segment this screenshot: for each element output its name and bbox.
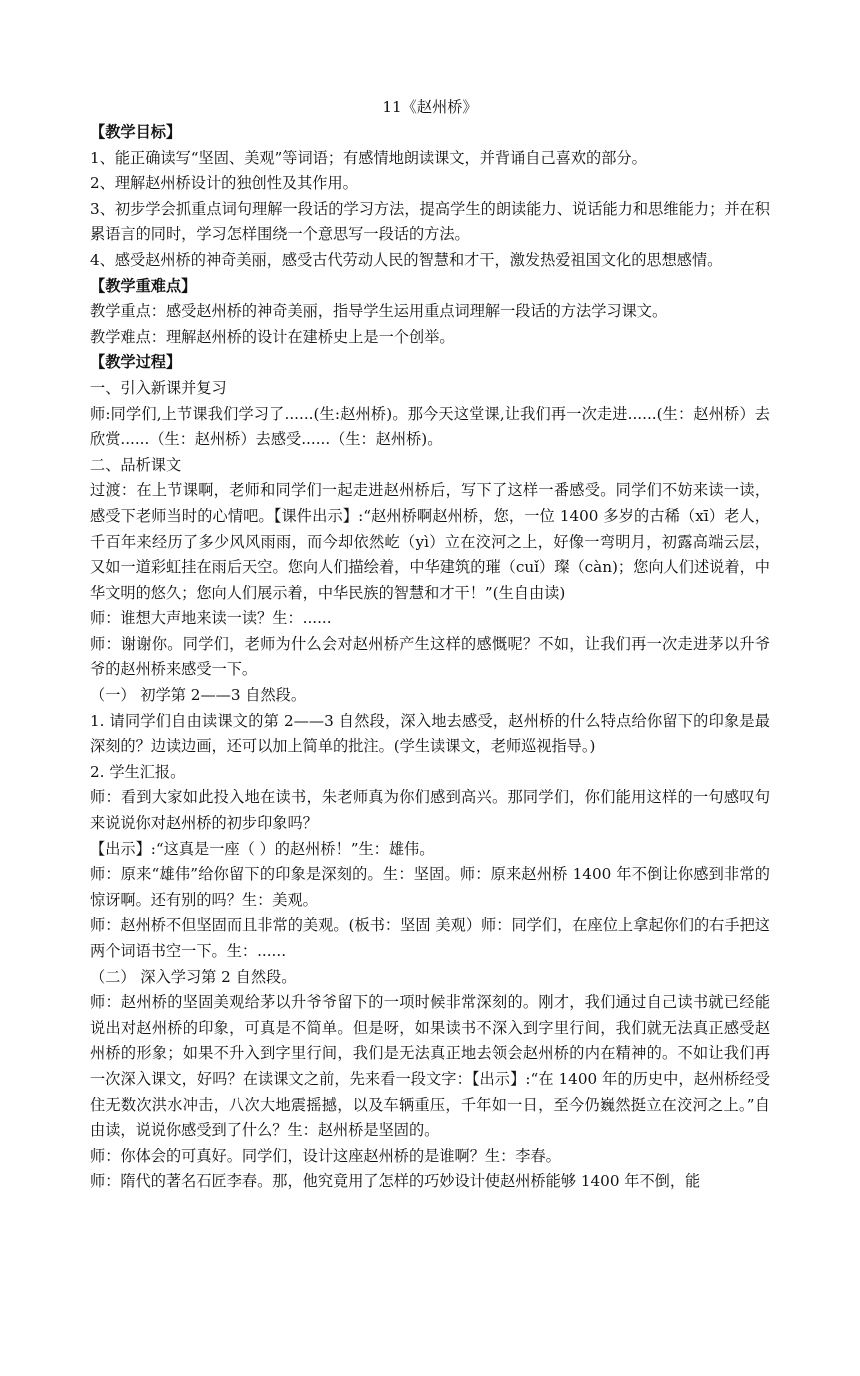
paragraph: 4、感受赵州桥的神奇美丽，感受古代劳动人民的智慧和才干，激发热爱祖国文化的思想感情。	[90, 250, 723, 269]
paragraph: 师：看到大家如此投入地在读书，朱老师真为你们感到高兴。那同学们，你们能用这样的一句感叹句来说说你对赵州桥的初步印象吗？	[90, 788, 770, 833]
paragraph: 1、能正确读写“坚固、美观”等词语；有感情地朗读课文，并背诵自己喜欢的部分。	[90, 148, 647, 167]
paragraph: 师：谢谢你。同学们，老师为什么会对赵州桥产生这样的感慨呢？不如，让我们再一次走进茅以升爷爷的赵州桥来感受一下。	[90, 634, 770, 679]
paragraph: 师：你体会的可真好。同学们，设计这座赵州桥的是谁啊？生：李春。	[90, 1146, 561, 1165]
paragraph: 3、初步学会抓重点词句理解一段话的学习方法，提高学生的朗读能力、说话能力和思维能力；并在积累语言的同时，学习怎样围绕一个意思写一段话的方法。	[90, 199, 770, 244]
paragraph: 2. 学生汇报。	[90, 762, 186, 781]
paragraph: 一、引入新课并复习	[90, 378, 227, 397]
paragraph: 师：赵州桥的坚固美观给茅以升爷爷留下的一项时候非常深刻的。刚才，我们通过自己读书就已经能说出对赵州桥的印象，可真是不简单。但是呀，如果读书不深入到字里行间，我们就无法真正感受赵州桥的形象；如果不升入到字里行间，我们是无法真正地去领会赵州桥的内在精神的。不如让我们再一次深入课文，好吗？在读课文之前，先来看一段文字：【出示】:“在 1400 年的历史中，赵州桥经受住无数次洪水冲击，八次大地震摇撼，以及车辆重压，千年如一日，至今仍巍然挺立在洨河之上。”自由读，说说你感受到了什么？生：赵州桥是坚固的。	[90, 993, 770, 1140]
paragraph: 二、品析课文	[90, 455, 182, 474]
paragraph: 2、理解赵州桥设计的独创性及其作用。	[90, 174, 358, 193]
paragraph: 师：谁想大声地来读一读？生：......	[90, 609, 332, 628]
document-page	[90, 0, 770, 1195]
paragraph: 1. 请同学们自由读课文的第 2——3 自然段，深入地去感受，赵州桥的什么特点给你留下的印象是最深刻的？边读边画，还可以加上简单的批注。(学生读课文，老师巡视指导。)	[90, 711, 770, 756]
paragraph: （一） 初学第 2——3 自然段。	[90, 686, 307, 705]
paragraph: （二） 深入学习第 2 自然段。	[90, 967, 297, 986]
document-body	[90, 120, 770, 1195]
paragraph: 【教学目标】	[90, 123, 182, 141]
paragraph: 师：原来“雄伟”给你留下的印象是深刻的。生：坚固。师：原来赵州桥 1400 年不倒让你感到非常的惊讶啊。还有别的吗？生：美观。	[90, 865, 770, 909]
paragraph: 教学难点：理解赵州桥的设计在建桥史上是一个创举。	[90, 327, 455, 346]
paragraph: 师:同学们,上节课我们学习了......(生:赵州桥)。那今天这堂课,让我们再一次走进......(生：赵州桥）去欣赏......（生：赵州桥）去感受......（生：赵州桥)。	[90, 404, 770, 449]
paragraph: 【出示】:“这真是一座（ ）的赵州桥！”生：雄伟。	[90, 839, 435, 858]
paragraph: 教学重点：感受赵州桥的神奇美丽，指导学生运用重点词理解一段话的方法学习课文。	[90, 302, 668, 321]
paragraph: 师：隋代的著名石匠李春。那，他究竟用了怎样的巧妙设计使赵州桥能够 1400 年不倒，能	[90, 1172, 701, 1191]
paragraph: 【教学重难点】	[90, 276, 197, 295]
paragraph: 过渡：在上节课啊，老师和同学们一起走进赵州桥后，写下了这样一番感受。同学们不妨来读一读，感受下老师当时的心情吧。【课件出示】:“赵州桥啊赵州桥，您，一位 1400 多岁的古稀（xī）老人，千百年来经历了多少风风雨雨，而今却依然屹（yì）立在洨河之上，好像一弯明月，初露高端云层，又如一道彩虹挂在雨后天空。您向人们描绘着，中华建筑的璀（cuǐ）璨（càn)；您向人们述说着，中华文明的悠久；您向人们展示着，中华民族的智慧和才干！”(生自由读)	[90, 481, 770, 602]
paragraph: 【教学过程】	[90, 353, 182, 372]
document-title: 11《赵州桥》	[382, 98, 478, 116]
paragraph: 师：赵州桥不但坚固而且非常的美观。(板书：坚固 美观）师：同学们，在座位上拿起你们的右手把这两个词语书空一下。生：......	[90, 916, 770, 960]
